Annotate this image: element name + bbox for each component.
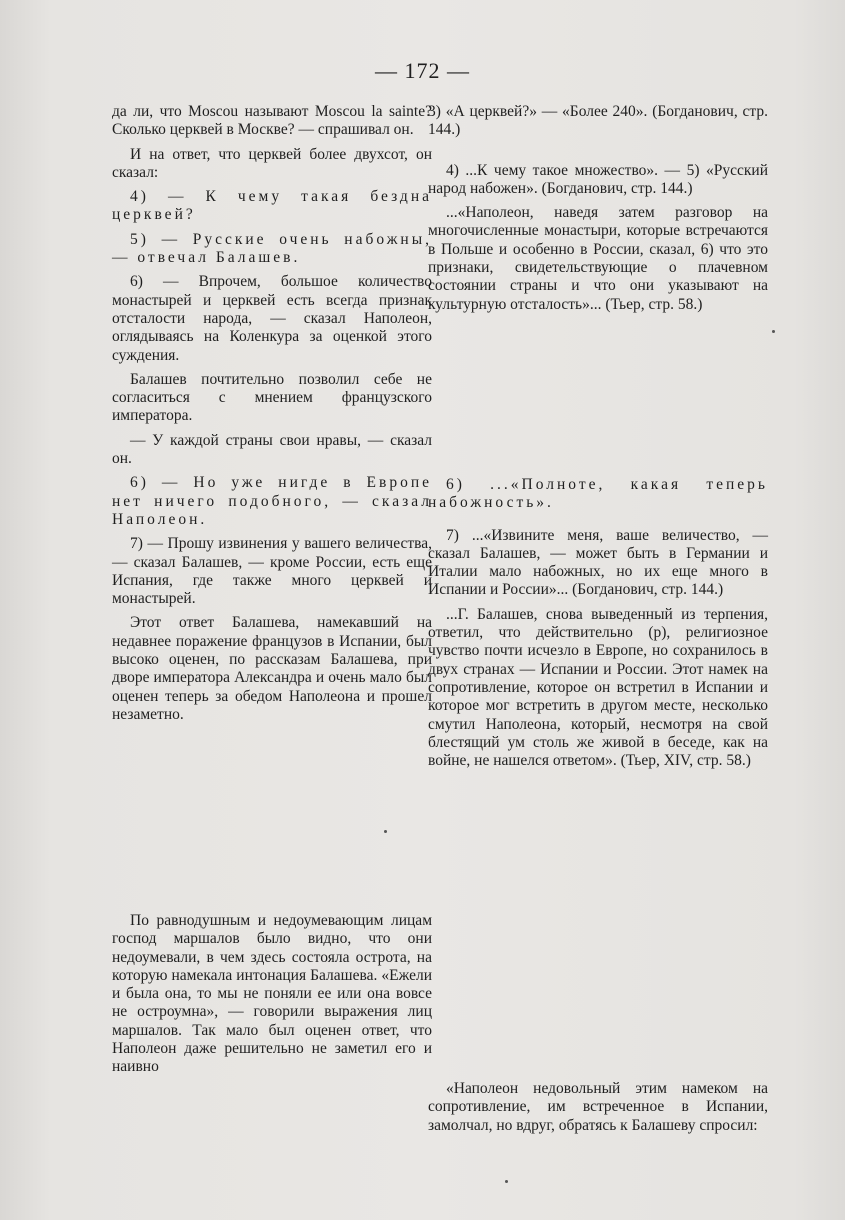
- paragraph: ...Г. Балашев, снова выведенный из терпения, ответил, что действительно (р), религиозное чувство почти исчезло в Европе, но сохранилось в двух странах — Испании и России. Этот намек на сопротивление, которое он встретил в Испании и которое мог встретить в другом месте, несколько смутил Наполеона, который, несмотря на свой блестящий ум столь же живой в беседе, как на войне, не нашелся ответом». (Тьер, XIV, стр. 58.): [428, 605, 768, 770]
- paragraph: 6) — Впрочем, большое количество монастырей и церквей есть всегда признак отсталости народа, — сказал Наполеон, оглядываясь на Коленкура за оценкой этого суждения.: [112, 273, 432, 364]
- paragraph: И на ответ, что церквей более двухсот, он сказал:: [112, 145, 432, 181]
- paragraph: — У каждой страны свои нравы, — сказал он.: [112, 431, 432, 468]
- paragraph: 7) — Прошу извинения у вашего величества, — сказал Балашев, — кроме России, есть еще Испания, где также много церквей и монастырей.: [112, 535, 432, 608]
- paragraph: Балашев почтительно позволил себе не согласиться с мнением французского императора.: [112, 370, 432, 425]
- right-column-middle: [428, 476, 768, 776]
- paragraph: 4) — К чему такая бездна церквей?: [112, 188, 432, 224]
- paragraph: 7) ...«Извините меня, ваше величество, — сказал Балашев, — может быть в Германии и Италии мало набожных, но их еще много в Испании и России»... (Богданович, стр. 144.): [428, 526, 768, 599]
- paragraph: да ли, что Moscou называют Moscou la sainte? Сколько церквей в Москве? — спрашивал он.: [112, 103, 432, 139]
- left-column-top: [112, 103, 432, 730]
- paragraph: 6) ...«Полноте, какая теперь набожность».: [428, 476, 768, 512]
- ink-speck: [384, 830, 387, 833]
- ink-speck: [505, 1180, 508, 1183]
- page-number: — 172 —: [375, 58, 470, 83]
- ink-speck: [772, 330, 775, 333]
- paragraph: ...«Наполеон, наведя затем разговор на многочисленные монастыри, которые встречаются в Польше и особенно в России, сказал, 6) что это признаки, свидетельствующие о плачевном состоянии страны и что они указывают на культурную отсталость»... (Тьер, стр. 58.): [428, 204, 768, 313]
- paragraph: 4) ...К чему такое множество». — 5) «Русский народ набожен». (Богданович, стр. 144.): [428, 161, 768, 197]
- paragraph: «Наполеон недовольный этим намеком на сопротивление, им встреченное в Испании, замолчал, но вдруг, обратясь к Балашеву спросил:: [428, 1080, 768, 1134]
- paragraph: 6) — Но уже нигде в Европе нет ничего подобного, — сказал Наполеон.: [112, 474, 432, 528]
- left-column-bottom: [112, 912, 432, 1083]
- paragraph: Этот ответ Балашева, намекавший на недавнее поражение французов в Испании, был высоко оценен, по рассказам Балашева, при дворе императора Александра и очень мало был оценен теперь за обедом Наполеона и прошел незаметно.: [112, 614, 432, 723]
- paragraph: 5) — Русские очень набожны, — отвечал Балашев.: [112, 230, 432, 267]
- right-column-top: [428, 103, 768, 320]
- right-column-bottom: [428, 1080, 768, 1141]
- paragraph: По равнодушным и недоумевающим лицам господ маршалов было видно, что они недоумевали, в чем здесь состояла острота, на которую намекала интонация Балашева. «Ежели и была она, то мы не поняли ее или она вовсе не остроумна», — говорили выражения лиц маршалов. Так мало был оценен ответ, что Наполеон даже решительно не заметил его и наивно: [112, 912, 432, 1076]
- paragraph: 3) «А церквей?» — «Более 240». (Богданович, стр. 144.): [428, 103, 768, 139]
